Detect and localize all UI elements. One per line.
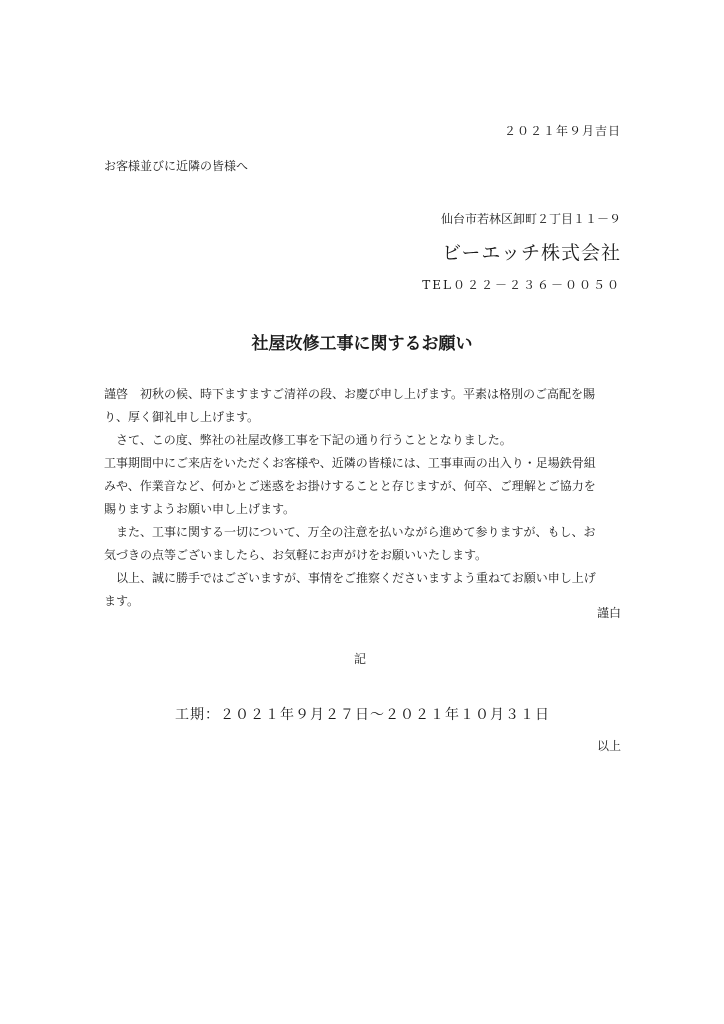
body-line: 以上、誠に勝手ではございますが、事情をご推察くださいますよう重ねてお願い申し上げ [104, 571, 596, 585]
body-line: さて、この度、弊社の社屋改修工事を下記の通り行うこととなりました。 [104, 433, 512, 447]
construction-period: 工期：２０２１年９月２７日～２０２１年１０月３１日 [175, 707, 550, 723]
sender-address: 仙台市若林区卸町２丁目１１－９ [440, 212, 621, 226]
notes-heading: 記 [354, 652, 367, 666]
body-line: また、工事に関する一切について、万全の注意を払いながら進めて参りますが、もし、お [104, 525, 596, 539]
letter-body [104, 383, 621, 613]
body-line: 工事期間中にご来店をいただくお客様や、近隣の皆様には、工事車両の出入り・足場鉄骨組 [104, 456, 596, 470]
body-line: 賜りますようお願い申し上げます。 [104, 502, 296, 516]
sender-phone: TEL０２２－２３６－００５０ [422, 278, 621, 292]
body-line: り、厚く御礼申し上げます。 [104, 410, 260, 424]
body-line: 気づきの点等ございましたら、お気軽にお声がけをお願いいたします。 [104, 548, 488, 562]
sender-company-name: ビーエッチ株式会社 [442, 242, 621, 264]
body-line: 謹啓 初秋の候、時下ますますご清祥の段、お慶び申し上げます。平素は格別のご高配を賜 [104, 387, 596, 401]
document-title: 社屋改修工事に関するお願い [251, 334, 473, 354]
end-mark: 以上 [596, 739, 621, 753]
recipient-line: お客様並びに近隣の皆様へ [104, 159, 249, 173]
letter-date: ２０２１年９月吉日 [503, 124, 621, 138]
body-line: みや、作業音など、何かとご迷惑をお掛けすることと存じますが、何卒、ご理解とご協力を [104, 479, 596, 493]
closing-word: 謹白 [596, 606, 621, 620]
body-line: ます。 [104, 594, 140, 608]
